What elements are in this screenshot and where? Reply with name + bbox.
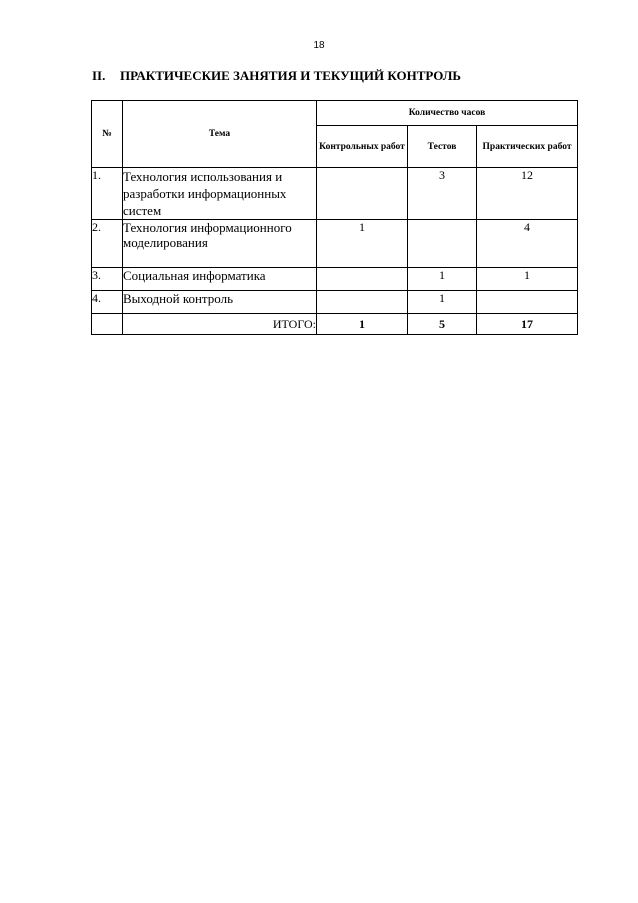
row-number: 2. bbox=[92, 220, 123, 268]
row-topic: Технология информационного моделирования bbox=[123, 220, 317, 268]
row-topic: Технология использования и разработки информационных систем bbox=[123, 168, 317, 220]
header-topic: Тема bbox=[123, 101, 317, 168]
total-control-works: 1 bbox=[317, 314, 408, 335]
row-practical-works: 4 bbox=[477, 220, 578, 268]
row-number: 4. bbox=[92, 291, 123, 314]
page-number: 18 bbox=[313, 40, 325, 51]
total-tests: 5 bbox=[408, 314, 477, 335]
row-topic: Социальная информатика bbox=[123, 268, 317, 291]
section-number: II. bbox=[92, 68, 106, 83]
table-total-row bbox=[92, 314, 578, 335]
table-row bbox=[92, 168, 578, 220]
table-row bbox=[92, 291, 578, 314]
row-practical-works: 1 bbox=[477, 268, 578, 291]
row-tests: 1 bbox=[408, 268, 477, 291]
section-title: ПРАКТИЧЕСКИЕ ЗАНЯТИЯ И ТЕКУЩИЙ КОНТРОЛЬ bbox=[120, 68, 461, 83]
row-control-works: 1 bbox=[317, 220, 408, 268]
row-practical-works: 12 bbox=[477, 168, 578, 220]
total-label: ИТОГО: bbox=[123, 314, 317, 335]
practical-classes-table bbox=[91, 100, 578, 335]
row-number: 3. bbox=[92, 268, 123, 291]
total-number-cell bbox=[92, 314, 123, 335]
row-topic: Выходной контроль bbox=[123, 291, 317, 314]
row-control-works bbox=[317, 268, 408, 291]
header-control-works: Контрольных работ bbox=[317, 126, 408, 168]
total-practical-works: 17 bbox=[477, 314, 578, 335]
header-hours-total: Количество часов bbox=[317, 101, 578, 126]
row-number: 1. bbox=[92, 168, 123, 220]
row-control-works bbox=[317, 291, 408, 314]
header-practical-works: Практических работ bbox=[477, 126, 578, 168]
row-practical-works bbox=[477, 291, 578, 314]
header-tests: Тестов bbox=[408, 126, 477, 168]
section-heading bbox=[92, 68, 461, 84]
header-number: № bbox=[92, 101, 123, 168]
row-control-works bbox=[317, 168, 408, 220]
row-tests bbox=[408, 220, 477, 268]
row-tests: 1 bbox=[408, 291, 477, 314]
table-row bbox=[92, 268, 578, 291]
row-tests: 3 bbox=[408, 168, 477, 220]
table-row bbox=[92, 220, 578, 268]
table-header-row bbox=[92, 101, 578, 126]
